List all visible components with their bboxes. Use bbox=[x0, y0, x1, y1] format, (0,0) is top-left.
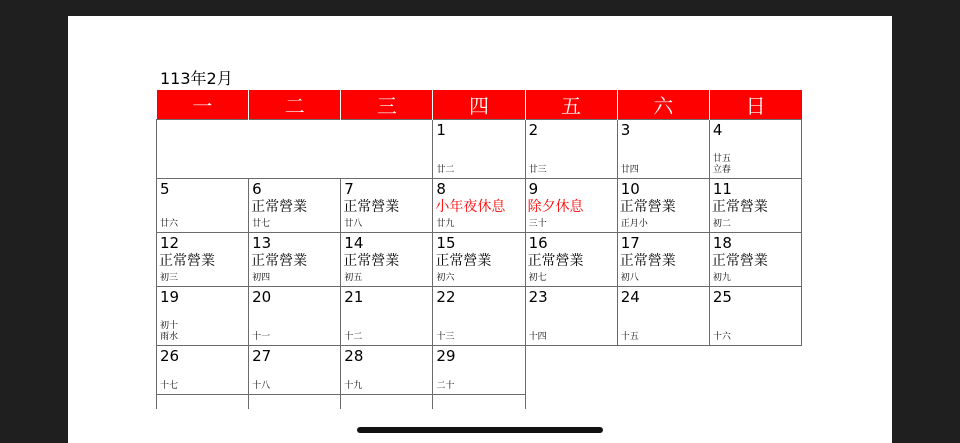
day-cell bbox=[157, 287, 249, 346]
calendar-title: 113年2月 bbox=[160, 69, 233, 88]
day-cell bbox=[525, 287, 617, 346]
day-cell bbox=[433, 287, 525, 346]
day-cell bbox=[157, 233, 249, 287]
weekday-header-row bbox=[157, 90, 802, 120]
day-number: 4 bbox=[712, 121, 723, 139]
day-number: 3 bbox=[620, 121, 631, 139]
lunar-date: 十二 bbox=[344, 332, 363, 342]
lunar-date: 廿八 bbox=[344, 219, 363, 229]
day-cell bbox=[433, 233, 525, 287]
lunar-date: 初五 bbox=[344, 273, 363, 283]
day-cell bbox=[341, 346, 433, 395]
week-row bbox=[157, 233, 802, 287]
day-cell bbox=[433, 346, 525, 395]
day-cell bbox=[341, 179, 433, 233]
holiday-note: 小年夜休息 bbox=[435, 199, 506, 215]
weekday-header: 二 bbox=[249, 90, 341, 120]
empty-day-cell bbox=[157, 120, 433, 179]
day-cell bbox=[617, 179, 709, 233]
lunar-date: 初四 bbox=[252, 273, 271, 283]
day-cell bbox=[525, 179, 617, 233]
lunar-date: 十一 bbox=[252, 332, 271, 342]
day-cell bbox=[617, 287, 709, 346]
day-number: 23 bbox=[528, 288, 548, 306]
lunar-date: 初七 bbox=[528, 273, 547, 283]
day-number: 26 bbox=[160, 347, 180, 365]
day-number: 7 bbox=[344, 180, 354, 198]
day-number: 21 bbox=[344, 288, 364, 306]
day-number: 16 bbox=[528, 234, 548, 252]
lunar-date: 二十 bbox=[436, 381, 455, 391]
lunar-date: 正月小 bbox=[620, 219, 648, 229]
day-number: 14 bbox=[344, 234, 364, 252]
day-number: 17 bbox=[620, 234, 640, 252]
week-row bbox=[157, 179, 802, 233]
day-number: 28 bbox=[344, 347, 364, 365]
day-cell bbox=[709, 287, 801, 346]
day-number: 13 bbox=[252, 234, 272, 252]
calendar-grid bbox=[156, 90, 802, 409]
lunar-date: 十三 bbox=[436, 332, 455, 342]
lunar-date: 初二 bbox=[712, 219, 731, 229]
business-note: 正常營業 bbox=[159, 253, 215, 269]
lunar-date: 廿六 bbox=[160, 219, 179, 229]
day-number: 10 bbox=[620, 180, 640, 198]
empty-day-cell bbox=[709, 346, 801, 395]
day-cell bbox=[709, 233, 801, 287]
lunar-date: 三十 bbox=[528, 219, 547, 229]
lunar-date: 初十 雨水 bbox=[160, 321, 179, 342]
lunar-date: 十五 bbox=[620, 332, 639, 342]
empty-day-cell bbox=[617, 346, 709, 395]
lunar-date: 廿三 bbox=[528, 165, 547, 175]
business-note: 正常營業 bbox=[527, 253, 584, 269]
day-number: 1 bbox=[436, 121, 446, 139]
business-note: 正常營業 bbox=[619, 199, 676, 215]
day-cell bbox=[157, 346, 249, 395]
day-cell bbox=[433, 179, 525, 233]
lunar-date: 初六 bbox=[436, 273, 455, 283]
day-number: 5 bbox=[160, 180, 170, 198]
day-number: 18 bbox=[712, 234, 732, 252]
empty-day-cell bbox=[709, 395, 801, 410]
lunar-date: 初九 bbox=[712, 273, 731, 283]
week-row bbox=[157, 346, 802, 395]
business-note: 正常營業 bbox=[435, 253, 492, 269]
week-row bbox=[157, 395, 802, 410]
day-number: 24 bbox=[620, 288, 640, 306]
weekday-header: 一 bbox=[157, 90, 249, 120]
lunar-date: 廿九 bbox=[436, 219, 455, 229]
day-cell bbox=[249, 179, 341, 233]
weekday-header: 四 bbox=[433, 90, 525, 120]
business-note: 正常營業 bbox=[619, 253, 676, 269]
day-cell bbox=[709, 120, 801, 179]
day-number: 20 bbox=[252, 288, 272, 306]
day-number: 19 bbox=[160, 288, 180, 306]
day-number: 11 bbox=[712, 180, 732, 198]
lunar-date: 廿二 bbox=[436, 165, 455, 175]
lunar-date: 廿七 bbox=[252, 219, 271, 229]
weekday-header: 三 bbox=[341, 90, 433, 120]
lunar-date: 十四 bbox=[528, 332, 547, 342]
day-cell bbox=[525, 120, 617, 179]
day-number: 27 bbox=[252, 347, 272, 365]
day-cell bbox=[249, 346, 341, 395]
lunar-date: 十七 bbox=[160, 381, 179, 391]
day-cell bbox=[157, 179, 249, 233]
day-cell bbox=[341, 287, 433, 346]
day-number: 22 bbox=[436, 288, 456, 306]
weekday-header: 六 bbox=[617, 90, 709, 120]
empty-day-cell bbox=[433, 395, 525, 410]
weekday-header: 五 bbox=[525, 90, 617, 120]
home-indicator[interactable] bbox=[357, 427, 603, 433]
weekday-header: 日 bbox=[709, 90, 801, 120]
day-cell bbox=[525, 233, 617, 287]
week-row bbox=[157, 120, 802, 179]
business-note: 正常營業 bbox=[711, 253, 768, 269]
holiday-note: 除夕休息 bbox=[527, 199, 584, 215]
day-number: 8 bbox=[436, 180, 446, 198]
lunar-date: 初三 bbox=[160, 273, 179, 283]
business-note: 正常營業 bbox=[251, 253, 308, 269]
day-cell bbox=[709, 179, 801, 233]
day-cell bbox=[341, 233, 433, 287]
lunar-date: 廿四 bbox=[620, 165, 639, 175]
day-number: 15 bbox=[436, 234, 456, 252]
week-row bbox=[157, 287, 802, 346]
lunar-date: 十九 bbox=[344, 381, 363, 391]
lunar-date: 廿五 立春 bbox=[712, 154, 731, 175]
day-cell bbox=[617, 233, 709, 287]
day-number: 29 bbox=[436, 347, 456, 365]
empty-day-cell bbox=[341, 395, 433, 410]
lunar-date: 十六 bbox=[712, 332, 731, 342]
day-cell bbox=[433, 120, 525, 179]
empty-day-cell bbox=[525, 395, 617, 410]
day-number: 25 bbox=[712, 288, 732, 306]
day-number: 2 bbox=[528, 121, 539, 139]
day-cell bbox=[617, 120, 709, 179]
empty-day-cell bbox=[617, 395, 709, 410]
day-cell bbox=[249, 233, 341, 287]
business-note: 正常營業 bbox=[343, 199, 400, 215]
day-number: 9 bbox=[528, 180, 539, 198]
day-cell bbox=[249, 287, 341, 346]
business-note: 正常營業 bbox=[343, 253, 400, 269]
business-note: 正常營業 bbox=[711, 199, 768, 215]
empty-day-cell bbox=[525, 346, 617, 395]
lunar-date: 十八 bbox=[252, 381, 271, 391]
day-number: 12 bbox=[160, 234, 180, 252]
empty-day-cell bbox=[249, 395, 341, 410]
day-number: 6 bbox=[252, 180, 262, 198]
lunar-date: 初八 bbox=[620, 273, 639, 283]
empty-day-cell bbox=[157, 395, 249, 410]
business-note: 正常營業 bbox=[251, 199, 308, 215]
